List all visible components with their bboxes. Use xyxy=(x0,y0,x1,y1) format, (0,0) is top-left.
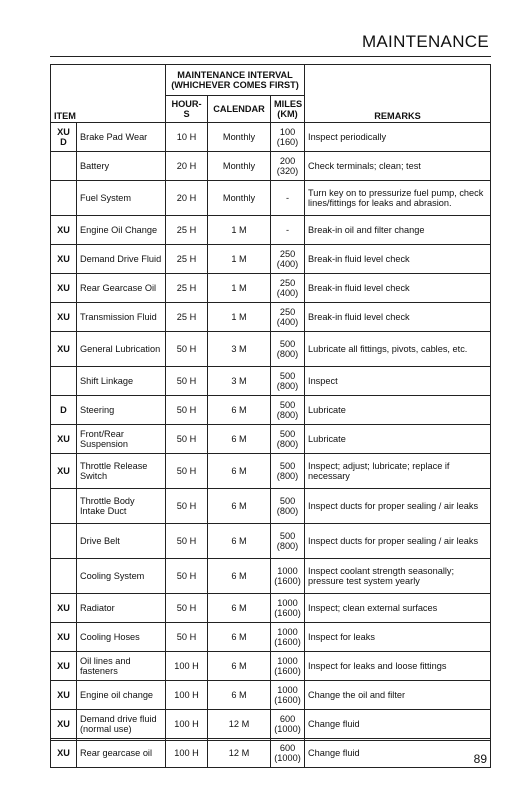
item-name-cell: Throttle Body Intake Duct xyxy=(77,489,166,524)
item-name-cell: Demand drive fluid (normal use) xyxy=(77,710,166,739)
miles-cell: 500 (800) xyxy=(271,332,305,367)
calendar-cell: 12 M xyxy=(208,710,271,739)
calendar-cell: 1 M xyxy=(208,274,271,303)
table-row xyxy=(51,425,491,454)
miles-cell: 250 (400) xyxy=(271,303,305,332)
hours-cell: 20 H xyxy=(166,152,208,181)
remarks-cell: Change the oil and filter xyxy=(305,681,491,710)
hours-cell: 25 H xyxy=(166,274,208,303)
hours-cell: 50 H xyxy=(166,396,208,425)
remarks-header: REMARKS xyxy=(305,65,491,123)
item-code-cell: XU xyxy=(51,425,77,454)
miles-cell: 1000 (1600) xyxy=(271,559,305,594)
hours-header: HOUR-S xyxy=(166,96,208,123)
item-code-cell xyxy=(51,524,77,559)
item-code-cell xyxy=(51,181,77,216)
calendar-header: CALENDAR xyxy=(208,96,271,123)
hours-cell: 50 H xyxy=(166,454,208,489)
miles-cell: 500 (800) xyxy=(271,367,305,396)
miles-cell: 500 (800) xyxy=(271,454,305,489)
hours-cell: 20 H xyxy=(166,181,208,216)
table-row xyxy=(51,454,491,489)
hours-cell: 10 H xyxy=(166,123,208,152)
item-name-cell: Fuel System xyxy=(77,181,166,216)
remarks-cell: Inspect for leaks xyxy=(305,623,491,652)
hours-cell: 50 H xyxy=(166,425,208,454)
miles-cell: - xyxy=(271,216,305,245)
remarks-cell: Inspect; clean external surfaces xyxy=(305,594,491,623)
hours-cell: 25 H xyxy=(166,245,208,274)
hours-cell: 50 H xyxy=(166,623,208,652)
hours-cell: 50 H xyxy=(166,594,208,623)
remarks-cell: Lubricate xyxy=(305,425,491,454)
remarks-cell: Break-in fluid level check xyxy=(305,303,491,332)
calendar-cell: 12 M xyxy=(208,739,271,768)
footer-rule xyxy=(50,740,491,741)
remarks-cell: Inspect xyxy=(305,367,491,396)
table-row xyxy=(51,623,491,652)
calendar-cell: 6 M xyxy=(208,559,271,594)
calendar-cell: Monthly xyxy=(208,181,271,216)
remarks-cell: Break-in fluid level check xyxy=(305,245,491,274)
calendar-cell: 6 M xyxy=(208,489,271,524)
table-row xyxy=(51,123,491,152)
remarks-cell: Check terminals; clean; test xyxy=(305,152,491,181)
calendar-cell: 3 M xyxy=(208,332,271,367)
miles-cell: 500 (800) xyxy=(271,489,305,524)
calendar-cell: 1 M xyxy=(208,216,271,245)
table-row xyxy=(51,216,491,245)
table-row xyxy=(51,489,491,524)
remarks-cell: Inspect for leaks and loose fittings xyxy=(305,652,491,681)
remarks-cell: Inspect ducts for proper sealing / air leaks xyxy=(305,489,491,524)
item-code-cell: XU xyxy=(51,739,77,768)
miles-cell: 100 (160) xyxy=(271,123,305,152)
item-code-cell: XU xyxy=(51,274,77,303)
item-name-cell: Engine oil change xyxy=(77,681,166,710)
table-row xyxy=(51,594,491,623)
table-row xyxy=(51,396,491,425)
item-code-cell: XU xyxy=(51,454,77,489)
item-name-cell: Brake Pad Wear xyxy=(77,123,166,152)
hours-cell: 100 H xyxy=(166,739,208,768)
item-code-cell: XU xyxy=(51,245,77,274)
item-name-cell: Transmission Fluid xyxy=(77,303,166,332)
item-name-cell: Shift Linkage xyxy=(77,367,166,396)
table-row xyxy=(51,152,491,181)
miles-cell: 250 (400) xyxy=(271,274,305,303)
item-name-cell: Cooling System xyxy=(77,559,166,594)
remarks-cell: Change fluid xyxy=(305,739,491,768)
table-row xyxy=(51,332,491,367)
miles-cell: 600 (1000) xyxy=(271,710,305,739)
item-code-cell: D xyxy=(51,396,77,425)
item-code-cell xyxy=(51,152,77,181)
item-code-cell: XU xyxy=(51,594,77,623)
miles-cell: 500 (800) xyxy=(271,396,305,425)
maintenance-table xyxy=(50,64,491,768)
hours-cell: 50 H xyxy=(166,524,208,559)
item-code-cell: XU xyxy=(51,332,77,367)
item-code-cell: XU D xyxy=(51,123,77,152)
hours-cell: 50 H xyxy=(166,489,208,524)
miles-cell: 200 (320) xyxy=(271,152,305,181)
miles-cell: - xyxy=(271,181,305,216)
item-name-cell: Radiator xyxy=(77,594,166,623)
item-code-cell xyxy=(51,559,77,594)
item-name-cell: Rear gearcase oil xyxy=(77,739,166,768)
item-name-cell: Steering xyxy=(77,396,166,425)
remarks-cell: Break-in oil and filter change xyxy=(305,216,491,245)
page-number: 89 xyxy=(473,752,487,766)
miles-cell: 600 (1000) xyxy=(271,739,305,768)
item-code-cell: XU xyxy=(51,623,77,652)
table-header-row xyxy=(51,65,491,96)
table-row xyxy=(51,739,491,768)
table-row xyxy=(51,181,491,216)
miles-cell: 250 (400) xyxy=(271,245,305,274)
remarks-cell: Lubricate xyxy=(305,396,491,425)
calendar-cell: 6 M xyxy=(208,594,271,623)
hours-cell: 50 H xyxy=(166,332,208,367)
item-code-cell xyxy=(51,489,77,524)
calendar-cell: 1 M xyxy=(208,245,271,274)
calendar-cell: 6 M xyxy=(208,681,271,710)
calendar-cell: Monthly xyxy=(208,152,271,181)
calendar-cell: Monthly xyxy=(208,123,271,152)
hours-cell: 100 H xyxy=(166,652,208,681)
item-name-cell: Rear Gearcase Oil xyxy=(77,274,166,303)
miles-cell: 1000 (1600) xyxy=(271,652,305,681)
miles-cell: 1000 (1600) xyxy=(271,681,305,710)
item-code-cell: XU xyxy=(51,710,77,739)
calendar-cell: 6 M xyxy=(208,454,271,489)
remarks-cell: Change fluid xyxy=(305,710,491,739)
item-code-cell: XU xyxy=(51,216,77,245)
item-name-cell: Drive Belt xyxy=(77,524,166,559)
item-name-cell: Demand Drive Fluid xyxy=(77,245,166,274)
table-row xyxy=(51,652,491,681)
calendar-cell: 6 M xyxy=(208,524,271,559)
calendar-cell: 1 M xyxy=(208,303,271,332)
hours-cell: 50 H xyxy=(166,559,208,594)
remarks-cell: Turn key on to pressurize fuel pump, check lines/fittings for leaks and abrasion. xyxy=(305,181,491,216)
hours-cell: 25 H xyxy=(166,303,208,332)
table-row xyxy=(51,524,491,559)
remarks-cell: Break-in fluid level check xyxy=(305,274,491,303)
interval-group-header: MAINTENANCE INTERVAL (WHICHEVER COMES FIRST) xyxy=(166,65,305,96)
header-rule xyxy=(50,56,491,57)
item-name-cell: General Lubrication xyxy=(77,332,166,367)
table-row xyxy=(51,367,491,396)
table-row xyxy=(51,274,491,303)
miles-cell: 500 (800) xyxy=(271,425,305,454)
item-name-cell: Throttle Release Switch xyxy=(77,454,166,489)
item-name-cell: Battery xyxy=(77,152,166,181)
table-row xyxy=(51,303,491,332)
hours-cell: 100 H xyxy=(166,681,208,710)
remarks-cell: Inspect periodically xyxy=(305,123,491,152)
item-code-cell xyxy=(51,367,77,396)
remarks-cell: Inspect ducts for proper sealing / air leaks xyxy=(305,524,491,559)
item-name-cell: Cooling Hoses xyxy=(77,623,166,652)
table-row xyxy=(51,710,491,739)
table-row xyxy=(51,559,491,594)
calendar-cell: 3 M xyxy=(208,367,271,396)
item-name-cell: Front/Rear Suspension xyxy=(77,425,166,454)
item-code-cell: XU xyxy=(51,652,77,681)
item-name-cell: Oil lines and fasteners xyxy=(77,652,166,681)
calendar-cell: 6 M xyxy=(208,425,271,454)
hours-cell: 50 H xyxy=(166,367,208,396)
hours-cell: 25 H xyxy=(166,216,208,245)
table-row xyxy=(51,245,491,274)
item-code-cell: XU xyxy=(51,681,77,710)
calendar-cell: 6 M xyxy=(208,652,271,681)
remarks-cell: Inspect; adjust; lubricate; replace if necessary xyxy=(305,454,491,489)
table-row xyxy=(51,681,491,710)
remarks-cell: Inspect coolant strength seasonally; pressure test system yearly xyxy=(305,559,491,594)
miles-cell: 1000 (1600) xyxy=(271,623,305,652)
calendar-cell: 6 M xyxy=(208,396,271,425)
item-name-cell: Engine Oil Change xyxy=(77,216,166,245)
miles-cell: 500 (800) xyxy=(271,524,305,559)
remarks-cell: Lubricate all fittings, pivots, cables, etc. xyxy=(305,332,491,367)
item-code-cell: XU xyxy=(51,303,77,332)
miles-cell: 1000 (1600) xyxy=(271,594,305,623)
miles-header: MILES (KM) xyxy=(271,96,305,123)
item-header: ITEM xyxy=(51,65,166,123)
page-title: MAINTENANCE xyxy=(361,32,489,51)
calendar-cell: 6 M xyxy=(208,623,271,652)
hours-cell: 100 H xyxy=(166,710,208,739)
